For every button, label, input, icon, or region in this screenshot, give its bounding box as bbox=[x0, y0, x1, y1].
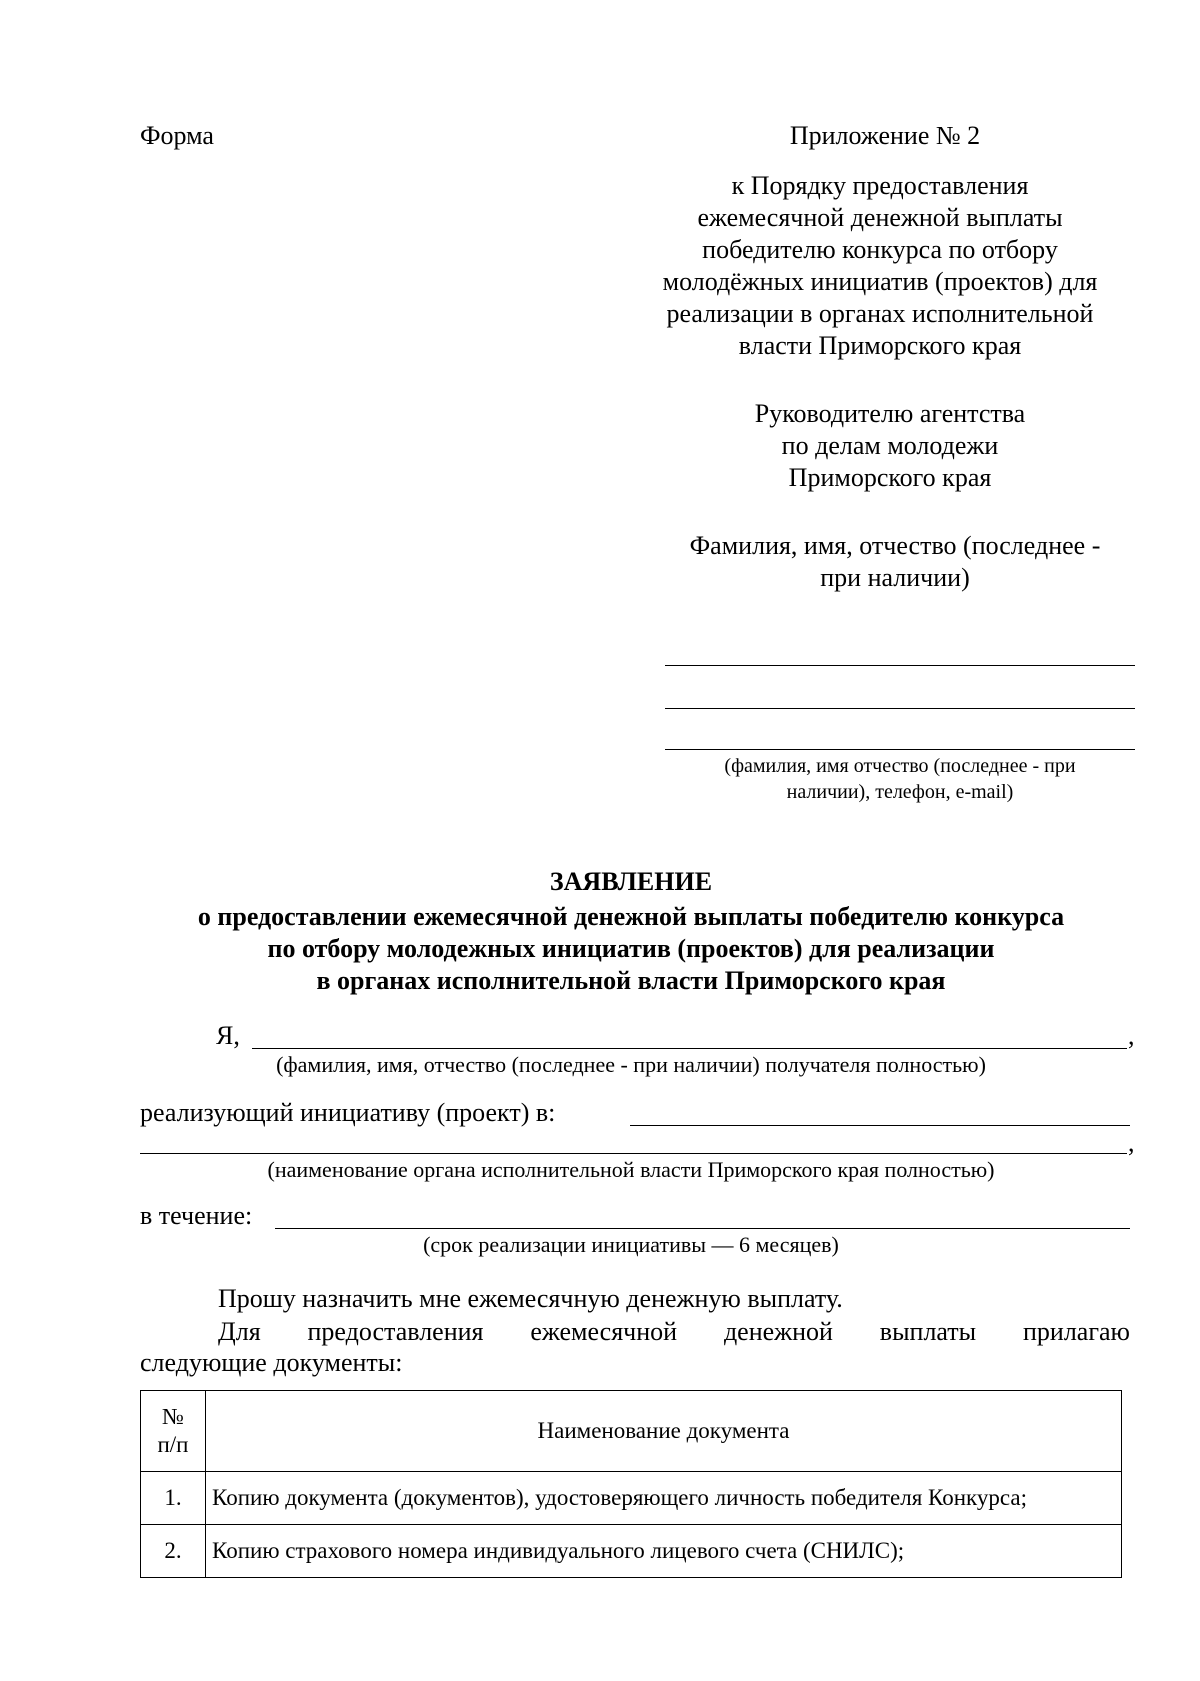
appendix-label: Приложение № 2 bbox=[789, 121, 981, 150]
fio-input-line[interactable] bbox=[252, 1048, 1127, 1049]
appendix-line: ежемесячной денежной выплаты bbox=[697, 203, 1063, 232]
header-num-line: п/п bbox=[157, 1432, 189, 1457]
appendix-line: реализации в органах исполнительной bbox=[666, 299, 1094, 328]
fio-hint: (фамилия, имя, отчество (последнее - при наличии) получателя полностью) bbox=[276, 1052, 986, 1077]
attach-word: предоставления bbox=[307, 1317, 484, 1346]
table-row bbox=[141, 1472, 1122, 1525]
header-num bbox=[141, 1391, 206, 1472]
statement-title: ЗАЯВЛЕНИЕ bbox=[549, 867, 713, 896]
addressee-line: по делам молодежи bbox=[781, 431, 999, 460]
appendix-line: победителю конкурса по отбору bbox=[702, 235, 1058, 264]
header-num-line: № bbox=[162, 1404, 184, 1429]
during-label: в течение: bbox=[140, 1201, 253, 1230]
fio-line: Фамилия, имя, отчество (последнее - bbox=[689, 531, 1101, 560]
fio-line: при наличии) bbox=[820, 563, 970, 592]
form-label: Форма bbox=[140, 121, 214, 150]
appendix-line: к Порядку предоставления bbox=[731, 171, 1029, 200]
addressee-line: Приморского края bbox=[788, 463, 992, 492]
subtitle-line: о предоставлении ежемесячной денежной выплаты победителю конкурса bbox=[197, 902, 1065, 931]
subtitle-line: по отбору молодежных инициатив (проектов) для реализации bbox=[267, 934, 995, 963]
applicant-hint bbox=[665, 753, 1135, 805]
subtitle-line: в органах исполнительной власти Приморского края bbox=[316, 966, 946, 995]
attach-line-2: следующие документы: bbox=[140, 1348, 403, 1377]
table-header-row bbox=[141, 1391, 1122, 1472]
row-doc-name: Копию документа (документов), удостоверяющего личность победителя Конкурса; bbox=[206, 1472, 1122, 1525]
organ-input-line-1[interactable] bbox=[630, 1125, 1130, 1126]
attach-word: ежемесячной bbox=[530, 1317, 678, 1346]
implementing-label: реализующий инициативу (проект) в: bbox=[140, 1098, 556, 1127]
attach-word: Для bbox=[218, 1317, 261, 1346]
row-num: 2. bbox=[141, 1525, 206, 1578]
organ-input-line-2[interactable] bbox=[140, 1153, 1127, 1154]
documents-table bbox=[140, 1390, 1122, 1578]
header-doc-name: Наименование документа bbox=[206, 1391, 1122, 1472]
applicant-hint-line: (фамилия, имя отчество (последнее - при bbox=[724, 755, 1076, 777]
attach-word: прилагаю bbox=[1022, 1317, 1130, 1346]
appendix-line: власти Приморского края bbox=[738, 331, 1022, 360]
addressee-block bbox=[660, 398, 1120, 494]
organ-comma: , bbox=[1128, 1128, 1135, 1157]
row-doc-name: Копию страхового номера индивидуального лицевого счета (СНИЛС); bbox=[206, 1525, 1122, 1578]
applicant-hint-line: наличии), телефон, e-mail) bbox=[786, 781, 1014, 803]
statement-subtitle bbox=[140, 901, 1122, 997]
request-text: Прошу назначить мне ежемесячную денежную выплату. bbox=[218, 1284, 843, 1313]
term-input-line[interactable] bbox=[275, 1228, 1130, 1229]
attach-line-1 bbox=[218, 1316, 1130, 1348]
applicant-line-1 bbox=[665, 665, 1135, 666]
table-row bbox=[141, 1525, 1122, 1578]
addressee-line: Руководителю агентства bbox=[754, 399, 1026, 428]
i-label: Я, bbox=[216, 1021, 240, 1050]
row-num: 1. bbox=[141, 1472, 206, 1525]
attach-word: денежной bbox=[723, 1317, 833, 1346]
term-hint: (срок реализации инициативы — 6 месяцев) bbox=[423, 1232, 839, 1257]
organ-hint: (наименование органа исполнительной власти Приморского края полностью) bbox=[267, 1157, 995, 1182]
applicant-line-2 bbox=[665, 708, 1135, 709]
appendix-block bbox=[620, 170, 1140, 362]
fio-block bbox=[650, 530, 1140, 594]
attach-word: выплаты bbox=[879, 1317, 977, 1346]
appendix-line: молодёжных инициатив (проектов) для bbox=[662, 267, 1098, 296]
fio-comma: , bbox=[1128, 1021, 1135, 1050]
applicant-line-3 bbox=[665, 749, 1135, 750]
